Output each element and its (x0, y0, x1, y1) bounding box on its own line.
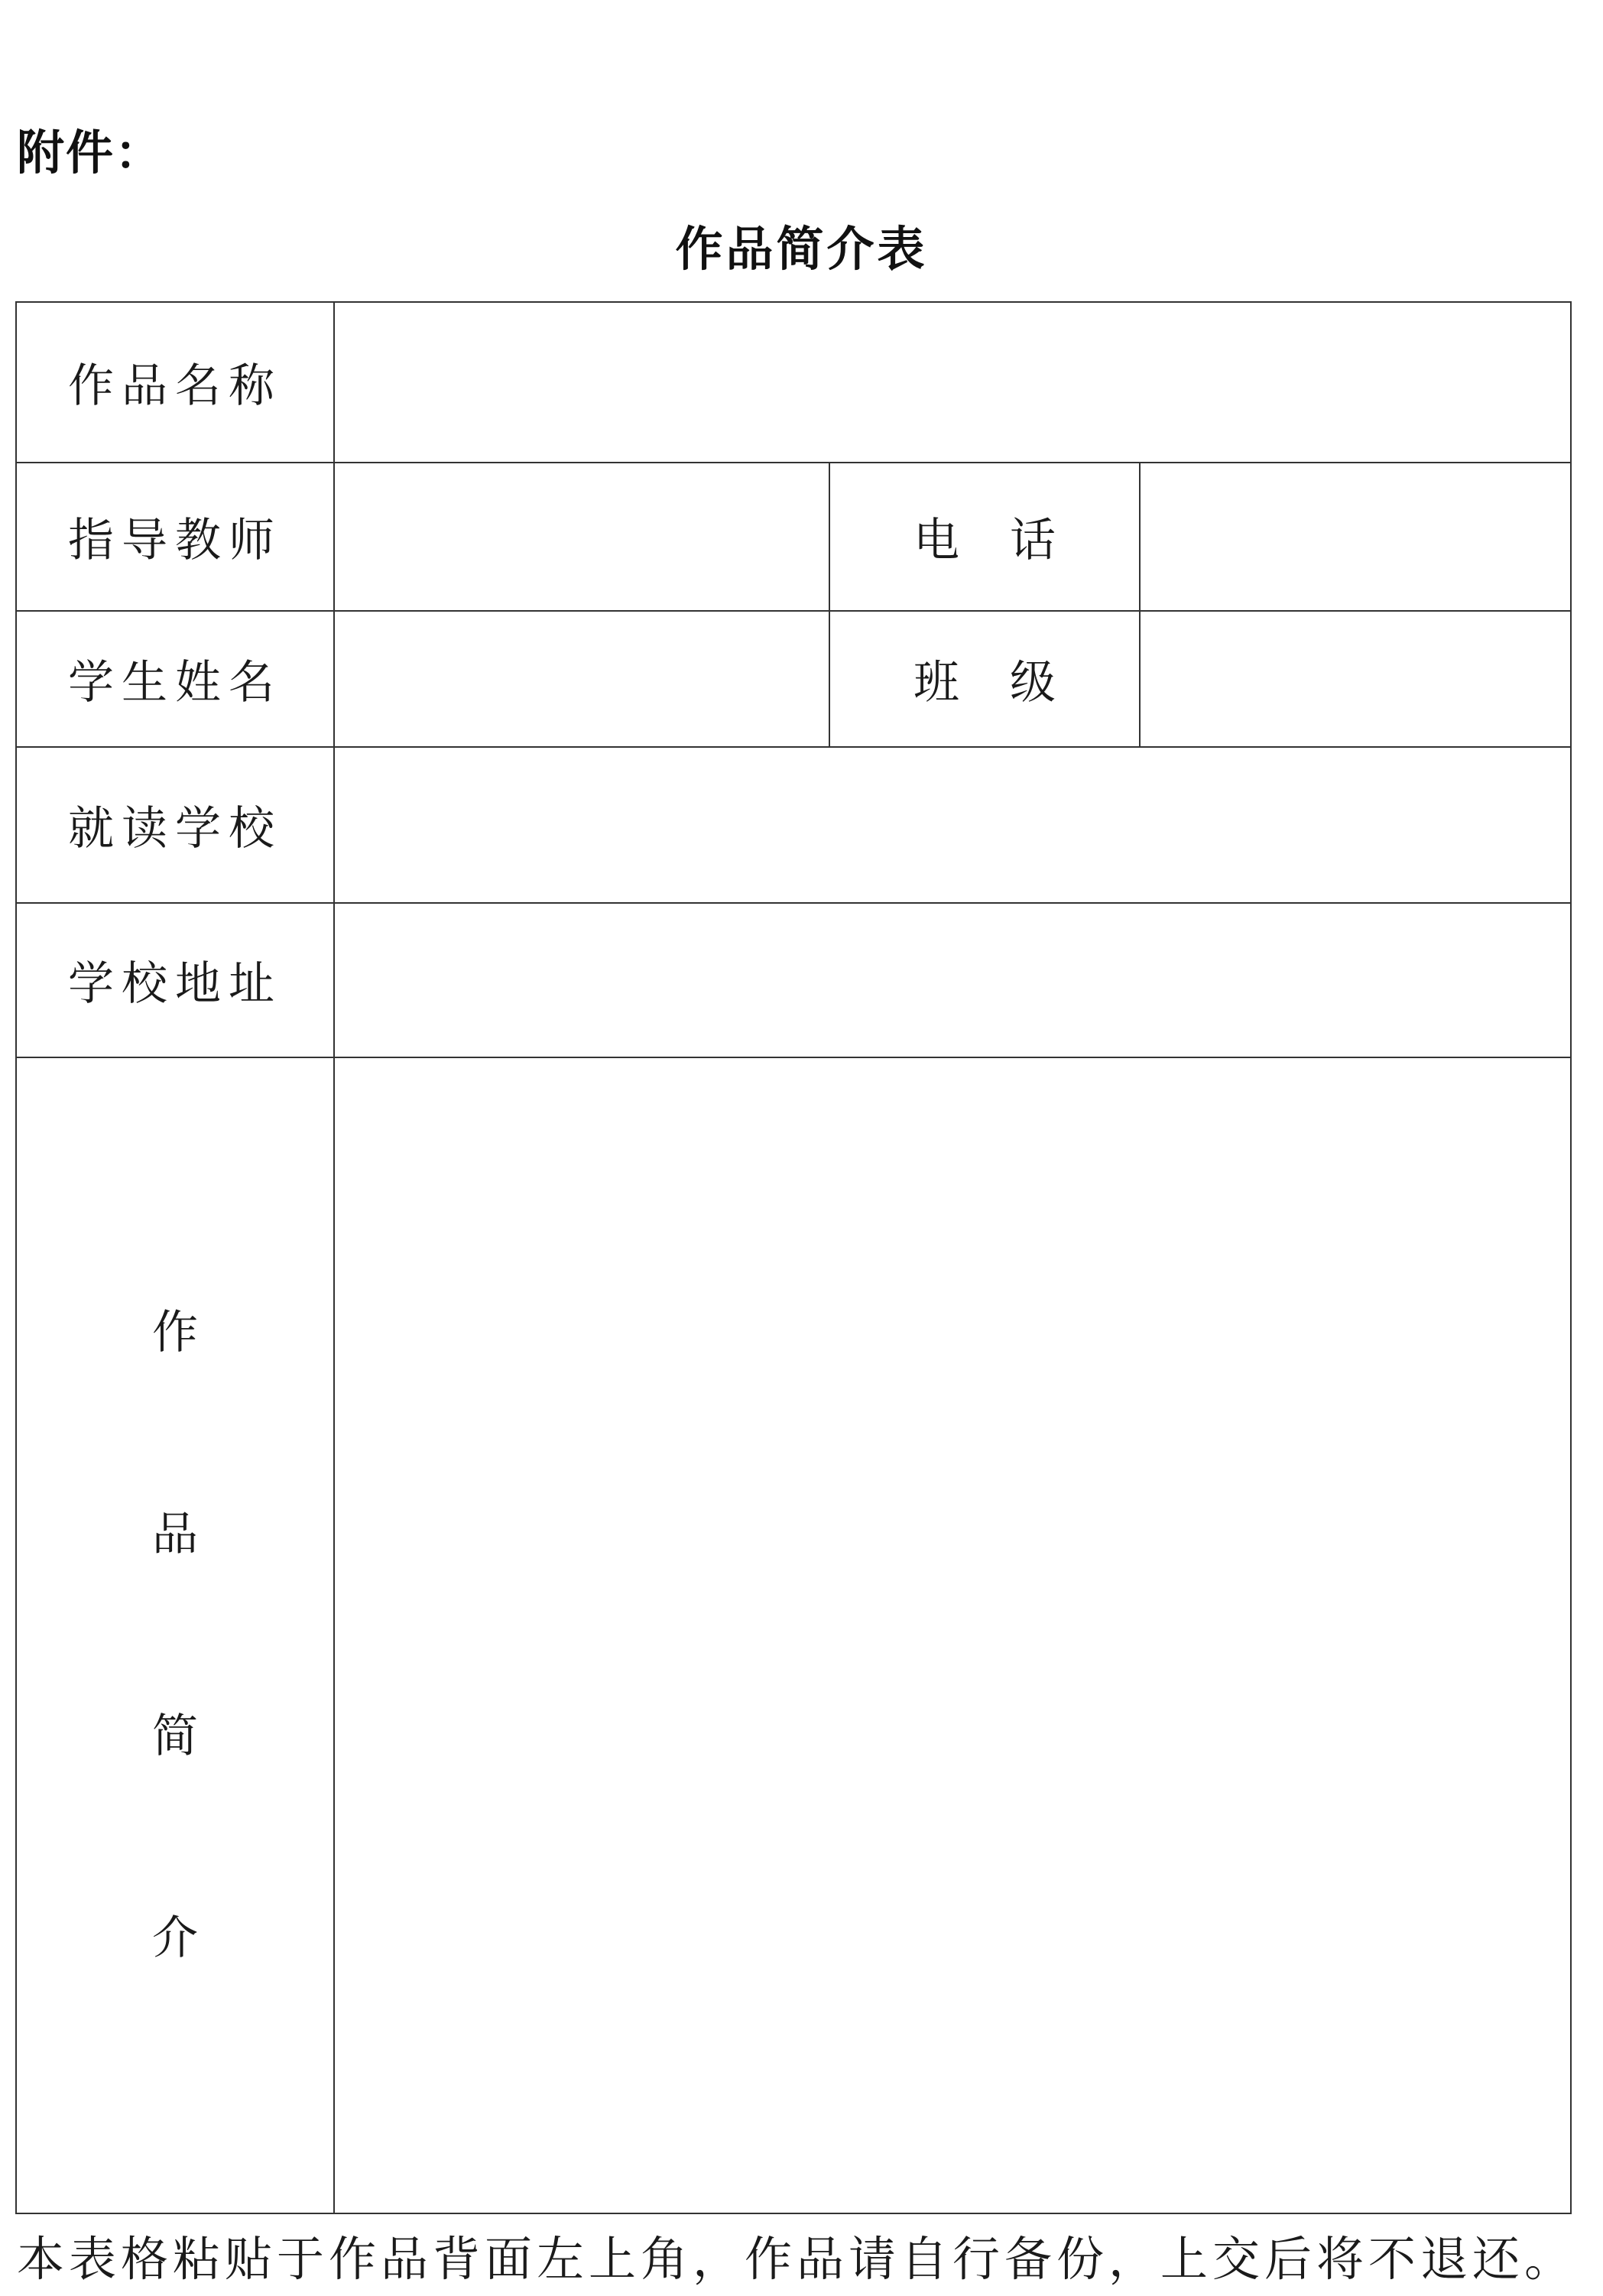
phone-label (829, 463, 1140, 611)
phone-field[interactable] (1140, 463, 1571, 611)
row-advisor (16, 463, 1571, 611)
work-intro-form (15, 301, 1572, 2214)
class-field[interactable] (1140, 611, 1571, 747)
address-field[interactable] (334, 903, 1571, 1057)
address-label: 学校地址 (16, 903, 334, 1057)
row-work-name (16, 302, 1571, 463)
phone-label-char-1: 电 (913, 514, 959, 567)
work-name-field[interactable] (334, 302, 1571, 463)
intro-label-char-3: 简 (152, 1710, 198, 1763)
row-address (16, 903, 1571, 1057)
class-label-char-1: 班 (913, 656, 959, 710)
school-label: 就读学校 (16, 747, 334, 903)
row-school (16, 747, 1571, 903)
intro-label-char-4: 介 (152, 1911, 198, 1965)
intro-field[interactable] (334, 1057, 1571, 2213)
attachment-label: 附件： (17, 125, 164, 180)
class-label (829, 611, 1140, 747)
row-intro (16, 1057, 1571, 2213)
intro-label-char-1: 作 (152, 1306, 198, 1359)
student-name-field[interactable] (334, 611, 829, 747)
student-name-label: 学生姓名 (16, 611, 334, 747)
intro-label-char-2: 品 (152, 1508, 198, 1561)
form-title: 作品简介表 (675, 221, 928, 277)
phone-label-char-2: 话 (1010, 514, 1056, 567)
class-label-char-2: 级 (1010, 656, 1056, 710)
advisor-field[interactable] (334, 463, 829, 611)
intro-label (16, 1057, 334, 2213)
advisor-label: 指导教师 (16, 463, 334, 611)
row-student (16, 611, 1571, 747)
work-name-label: 作品名称 (16, 302, 334, 463)
footnote: 本表格粘贴于作品背面左上角，作品请自行备份，上交后将不退还。 (17, 2231, 1577, 2287)
school-field[interactable] (334, 747, 1571, 903)
